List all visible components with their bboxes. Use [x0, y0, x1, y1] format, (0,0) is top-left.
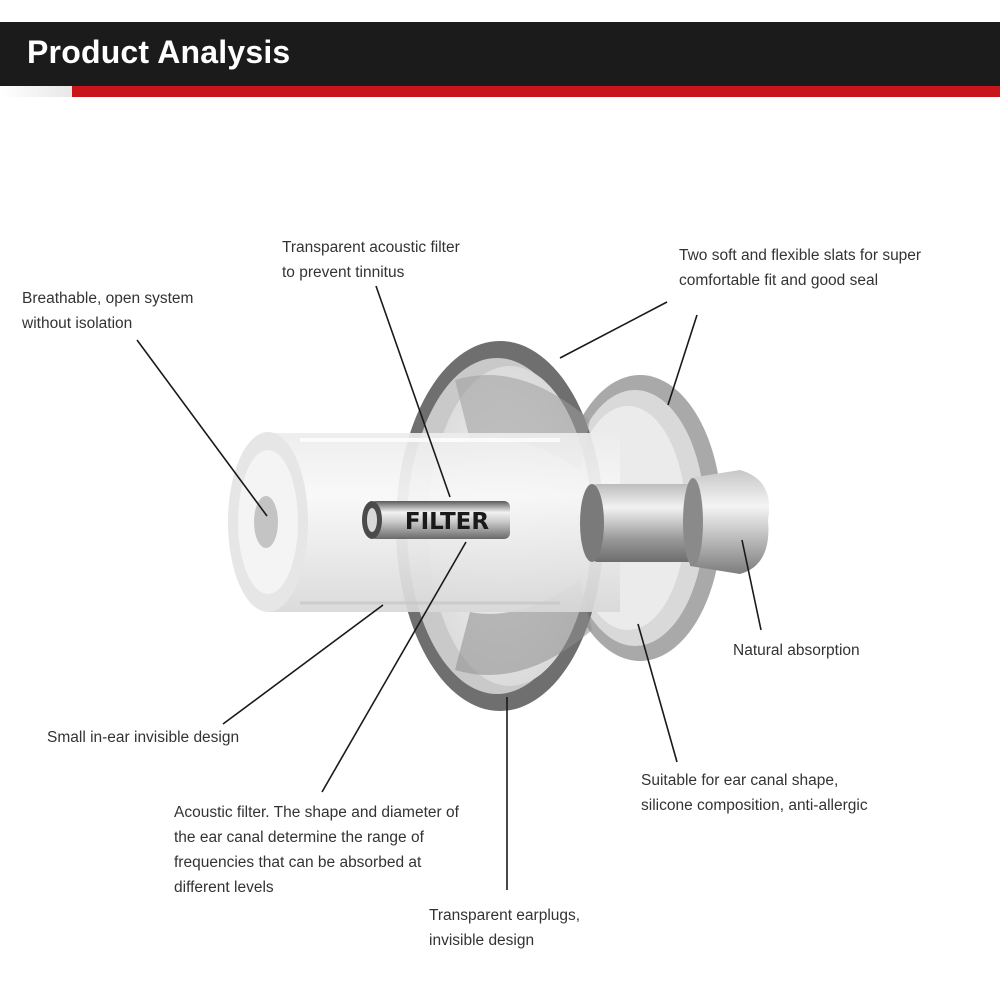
label-two-slats: Two soft and flexible slats for super comfortable fit and good seal	[679, 247, 922, 289]
page-title: Product Analysis	[27, 34, 291, 70]
label-small-in-ear: Small in-ear invisible design	[47, 729, 240, 746]
label-breathable: Breathable, open system without isolation	[22, 290, 194, 332]
ear-tip	[580, 470, 769, 574]
leader-small-in-ear	[223, 605, 383, 724]
leader-two-slats-b	[668, 315, 697, 405]
label-transparent-filter: Transparent acoustic filter to prevent tinnitus	[282, 239, 460, 281]
leader-breathable	[137, 340, 267, 516]
filter-cylinder	[362, 501, 510, 539]
leader-two-slats-a	[560, 302, 667, 358]
label-transparent-earplugs: Transparent earplugs, invisible design	[429, 907, 581, 949]
label-suitable: Suitable for ear canal shape, silicone composition, anti-allergic	[641, 772, 868, 814]
filter-label: FILTER	[404, 509, 490, 535]
label-acoustic-filter: Acoustic filter. The shape and diameter of the ear canal determine the range of frequencies that can be absorbed at different levels	[174, 804, 459, 896]
label-natural-absorption: Natural absorption	[733, 642, 860, 659]
